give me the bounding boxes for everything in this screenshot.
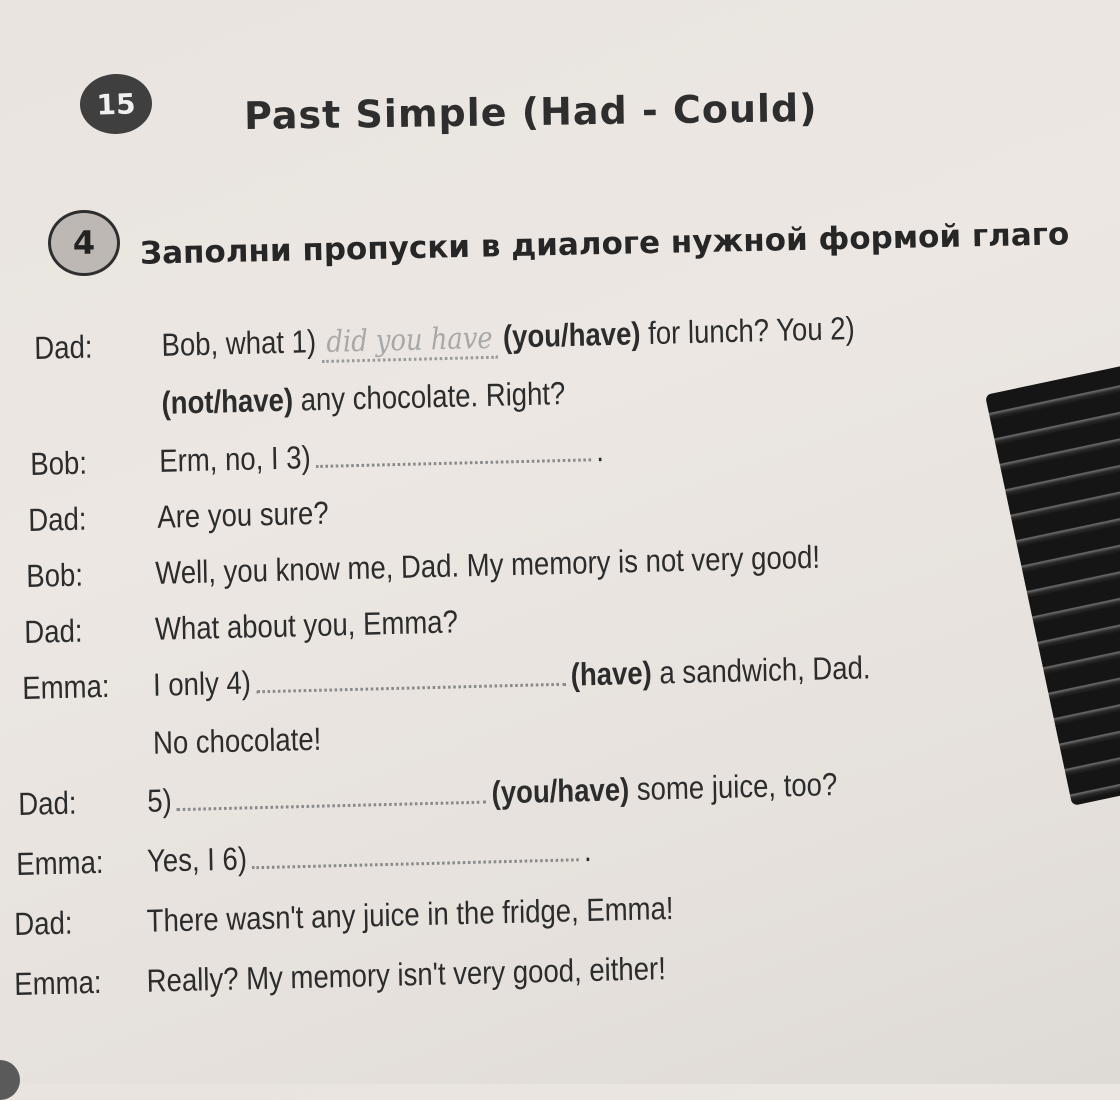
verb-hint: (have): [570, 654, 653, 693]
speech-text: No chocolate!: [152, 720, 322, 761]
speech-fragment: Bob, what 1): [161, 323, 317, 363]
speech-text: [161, 310, 855, 364]
unit-number-badge: [79, 73, 153, 135]
speech-text: Are you sure?: [156, 494, 329, 535]
speaker-label: Emma:: [22, 667, 110, 706]
speaker-label: Dad:: [28, 500, 87, 538]
speech-text: Really? My memory isn't very good, either!: [146, 950, 667, 999]
speech-text: [159, 432, 604, 480]
speech-fragment: .: [583, 831, 592, 869]
speaker-label: Dad:: [18, 784, 77, 822]
speech-text: [161, 375, 565, 422]
answer-3-blank[interactable]: [316, 448, 591, 468]
speech-text: There wasn't any juice in the fridge, Emma!: [146, 889, 674, 939]
speech-fragment: Yes, I 6): [146, 840, 248, 879]
unit-number: 15: [95, 86, 137, 122]
exercise-number-badge: [48, 210, 120, 276]
speech-fragment: Erm, no, I 3): [158, 439, 311, 479]
speaker-label: Emma:: [16, 843, 104, 882]
speech-fragment: any chocolate. Right?: [300, 375, 566, 418]
speech-fragment: I only 4): [152, 664, 252, 703]
exercise-number: 4: [72, 224, 96, 262]
speech-text: [147, 832, 592, 880]
speech-fragment: some juice, too?: [636, 766, 838, 807]
speech-fragment: for lunch? You 2): [647, 310, 855, 352]
speech-text: Well, you know me, Dad. My memory is not very good!: [154, 538, 821, 591]
speech-text: [147, 766, 838, 820]
speaker-label: Dad:: [34, 328, 93, 366]
answer-5-blank[interactable]: [177, 791, 487, 812]
exercise-instruction: Заполни пропуски в диалоге нужной формой глаго: [139, 216, 1070, 272]
unit-title: Past Simple (Had - Could): [243, 85, 818, 139]
striped-object-photo: [985, 353, 1120, 805]
speech-fragment: a sandwich, Dad.: [659, 649, 871, 691]
verb-hint: (you/have): [491, 771, 630, 811]
corner-shadow: [0, 1060, 20, 1100]
speech-text: What about you, Emma?: [154, 603, 459, 647]
speaker-label: Dad:: [14, 904, 73, 942]
speech-fragment: 5): [146, 782, 173, 819]
answer-6-blank[interactable]: [252, 848, 579, 869]
answer-4-blank[interactable]: [256, 673, 566, 694]
speaker-label: Dad:: [24, 612, 83, 650]
speech-fragment: .: [595, 432, 605, 469]
verb-hint: (you/have): [502, 315, 641, 355]
speaker-label: Emma:: [14, 963, 102, 1002]
verb-hint: (not/have): [161, 381, 294, 421]
speaker-label: Bob:: [30, 444, 88, 482]
speech-text: [153, 649, 871, 703]
speaker-label: Bob:: [26, 556, 84, 594]
answer-1-filled[interactable]: did you have: [321, 321, 498, 363]
